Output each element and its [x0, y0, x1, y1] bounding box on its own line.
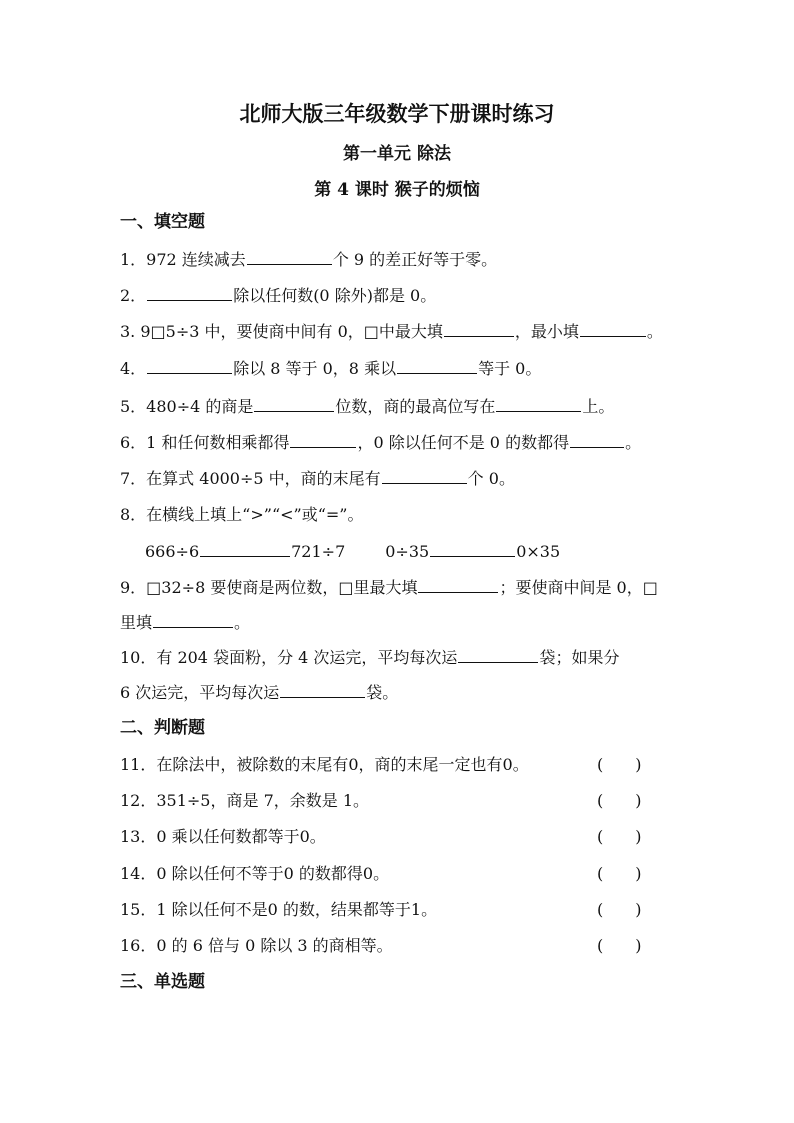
section-choice-heading: 三、单选题	[120, 972, 205, 992]
question-6	[120, 430, 641, 455]
question-4-text-a: 4．	[120, 359, 147, 378]
question-2-text-b: 除以任何数(0 除外)都是 0。	[233, 286, 437, 305]
question-1-text-a: 1．972 连续减去	[120, 250, 246, 269]
answer-blank-5b[interactable]	[496, 394, 581, 412]
answer-blank-7[interactable]	[382, 466, 467, 484]
comparison-2-right: 0×35	[516, 542, 561, 561]
question-9	[120, 575, 658, 600]
section-fill-heading: 一、填空题	[120, 212, 205, 232]
comparison-1-left: 666÷6	[145, 542, 200, 561]
question-14: 14．0 除以任何不等于0 的数都得0。	[120, 864, 390, 883]
answer-blank-9b[interactable]	[153, 610, 233, 628]
answer-blank-4a[interactable]	[147, 356, 232, 374]
question-2	[120, 283, 436, 308]
question-6-text-c: 。	[625, 433, 642, 452]
answer-blank-5a[interactable]	[254, 394, 334, 412]
worksheet-title: 北师大版三年级数学下册课时练习	[239, 101, 555, 126]
question-4-text-b: 除以 8 等于 0，8 乘以	[233, 359, 397, 378]
answer-blank-6a[interactable]	[290, 430, 356, 448]
answer-blank-10a[interactable]	[458, 645, 538, 663]
question-9-text-d: 。	[234, 613, 251, 632]
answer-paren-16[interactable]: ( )	[597, 936, 642, 955]
question-5-text-b: 位数，商的最高位写在	[335, 397, 496, 416]
answer-paren-11[interactable]: ( )	[597, 755, 642, 774]
answer-blank-10b[interactable]	[280, 680, 365, 698]
question-8-comparisons	[145, 539, 560, 564]
answer-blank-3a[interactable]	[444, 319, 514, 337]
question-3-text-b: ，最小填	[514, 322, 579, 341]
question-5	[120, 394, 614, 419]
answer-blank-9a[interactable]	[418, 575, 498, 593]
question-4	[120, 356, 541, 381]
answer-blank-6b[interactable]	[570, 430, 624, 448]
question-10-text-a: 10．有 204 袋面粉，分 4 次运完，平均每次运	[120, 648, 458, 667]
answer-paren-15[interactable]: ( )	[597, 900, 642, 919]
question-10-text-d: 袋。	[366, 683, 399, 702]
question-16: 16．0 的 6 倍与 0 除以 3 的商相等。	[120, 936, 393, 955]
answer-paren-14[interactable]: ( )	[597, 864, 642, 883]
lesson-title: 第 4 课时 猴子的烦恼	[314, 180, 480, 200]
question-3-text-c: 。	[646, 322, 663, 341]
answer-blank-4b[interactable]	[397, 356, 477, 374]
question-4-text-c: 等于 0。	[478, 359, 542, 378]
question-3-text-a: 3. 9□5÷3 中，要使商中间有 0，□中最大填	[120, 322, 443, 341]
question-5-text-a: 5．480÷4 的商是	[120, 397, 254, 416]
question-10-text-c: 6 次运完，平均每次运	[120, 683, 280, 702]
answer-paren-12[interactable]: ( )	[597, 791, 642, 810]
section-judge-heading: 二、判断题	[120, 718, 205, 738]
question-11: 11．在除法中，被除数的末尾有0，商的末尾一定也有0。	[120, 755, 529, 774]
answer-blank-2[interactable]	[147, 283, 232, 301]
question-9-cont	[120, 610, 250, 635]
answer-paren-13[interactable]: ( )	[597, 827, 642, 846]
answer-blank-1[interactable]	[247, 247, 332, 265]
question-12: 12．351÷5，商是 7，余数是 1。	[120, 791, 370, 810]
question-5-text-c: 上。	[582, 397, 615, 416]
question-9-text-c: 里填	[120, 613, 153, 632]
answer-blank-3b[interactable]	[580, 319, 646, 337]
comparison-2-left: 0÷35	[385, 542, 430, 561]
question-7	[120, 466, 515, 491]
question-7-text-b: 个 0。	[467, 469, 515, 488]
question-9-text-a: 9．□32÷8 要使商是两位数，□里最大填	[120, 578, 418, 597]
question-6-text-b: ，0 除以任何不是 0 的数都得	[357, 433, 570, 452]
question-8: 8．在横线上填上“>”“<”或“=”。	[120, 505, 364, 524]
answer-blank-8a[interactable]	[200, 539, 290, 557]
answer-blank-8b[interactable]	[430, 539, 515, 557]
question-7-text-a: 7．在算式 4000÷5 中，商的末尾有	[120, 469, 381, 488]
comparison-1-right: 721÷7	[291, 542, 346, 561]
question-3	[120, 319, 663, 344]
question-10-cont	[120, 680, 398, 705]
question-10	[120, 645, 619, 670]
question-13: 13．0 乘以任何数都等于0。	[120, 827, 326, 846]
question-2-text-a: 2．	[120, 286, 147, 305]
question-1	[120, 247, 497, 272]
question-10-text-b: 袋；如果分	[539, 648, 620, 667]
question-9-text-b: ；要使商中间是 0，□	[499, 578, 658, 597]
question-1-text-b: 个 9 的差正好等于零。	[332, 250, 498, 269]
question-15: 15．1 除以任何不是0 的数，结果都等于1。	[120, 900, 438, 919]
question-6-text-a: 6．1 和任何数相乘都得	[120, 433, 290, 452]
unit-title: 第一单元 除法	[343, 144, 451, 164]
